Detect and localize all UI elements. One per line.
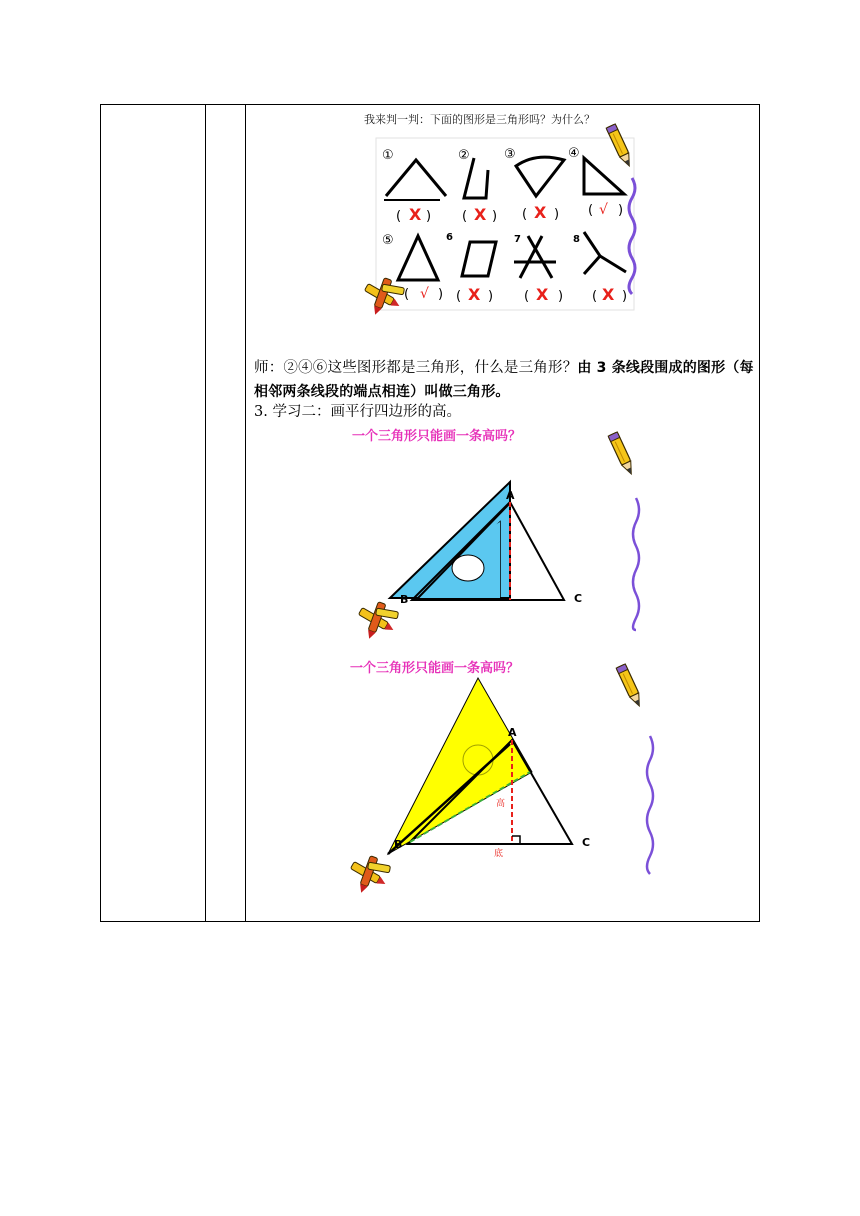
- svg-text:): ): [618, 203, 624, 218]
- item-number: ②: [458, 148, 470, 163]
- teacher-explanation: [254, 356, 754, 404]
- mark-2: X: [474, 205, 487, 224]
- item-number: ④: [568, 146, 580, 161]
- triangle-definition: 由 3 条线段围成的图形（每相邻两条线段的端点相连）叫做三角形。: [254, 360, 754, 400]
- triangle-judgement-figure: [356, 108, 646, 322]
- mark-4: √: [599, 202, 608, 218]
- svg-text:): ): [622, 289, 628, 304]
- vertex-label: C: [582, 836, 591, 849]
- height-figure-2: [344, 656, 660, 896]
- teacher-question: 师：②④⑥这些图形都是三角形，什么是三角形？: [254, 360, 578, 376]
- svg-text:): ): [558, 289, 564, 304]
- pencil-icon: [608, 432, 636, 476]
- svg-text:(: (: [456, 289, 462, 304]
- item-number: 8: [573, 234, 580, 245]
- svg-text:): ): [438, 287, 444, 302]
- crayons-icon: [358, 602, 398, 640]
- svg-text:): ): [554, 207, 560, 222]
- height-figure-1: [352, 424, 652, 646]
- column-divider: [245, 105, 246, 921]
- mark-1: X: [409, 205, 422, 224]
- item-number: 6: [446, 232, 453, 243]
- mark-7: X: [536, 285, 549, 304]
- item-number: ⑤: [382, 233, 394, 248]
- right-angle-mark: [512, 836, 520, 844]
- base-label: 底: [494, 849, 504, 859]
- vertex-label: C: [574, 592, 583, 605]
- wavy-line: [633, 498, 639, 630]
- question-title: 一个三角形只能画一条高吗？: [352, 429, 522, 444]
- svg-text:(: (: [588, 203, 594, 218]
- svg-text:(: (: [522, 207, 528, 222]
- svg-text:(: (: [592, 289, 598, 304]
- wavy-line: [647, 736, 653, 874]
- pencil-icon: [616, 664, 644, 708]
- vertex-label: A: [508, 726, 517, 739]
- svg-text:): ): [492, 209, 498, 224]
- set-square: [388, 678, 532, 854]
- item-number: 7: [514, 234, 521, 245]
- figure-title: 我来判一判：下面的图形是三角形吗？为什么？: [364, 113, 595, 126]
- column-divider: [205, 105, 206, 921]
- vertex-label: A: [506, 489, 515, 502]
- height-label: 高: [496, 799, 506, 809]
- item-number: ③: [504, 147, 516, 162]
- vertex-label: B: [400, 593, 409, 606]
- svg-text:(: (: [396, 209, 402, 224]
- vertex-label: B: [394, 838, 403, 851]
- svg-text:): ): [488, 289, 494, 304]
- svg-text:(: (: [404, 287, 410, 302]
- mark-6: X: [468, 285, 481, 304]
- item-number: ①: [382, 148, 394, 163]
- svg-text:(: (: [462, 209, 468, 224]
- svg-text:(: (: [524, 289, 530, 304]
- mark-5: √: [420, 286, 429, 302]
- step-heading: 3. 学习二：画平行四边形的高。: [254, 404, 461, 420]
- svg-text:): ): [426, 209, 432, 224]
- question-title: 一个三角形只能画一条高吗？: [350, 661, 520, 676]
- mark-8: X: [602, 285, 615, 304]
- mark-3: X: [534, 203, 547, 222]
- crayons-icon: [350, 856, 390, 894]
